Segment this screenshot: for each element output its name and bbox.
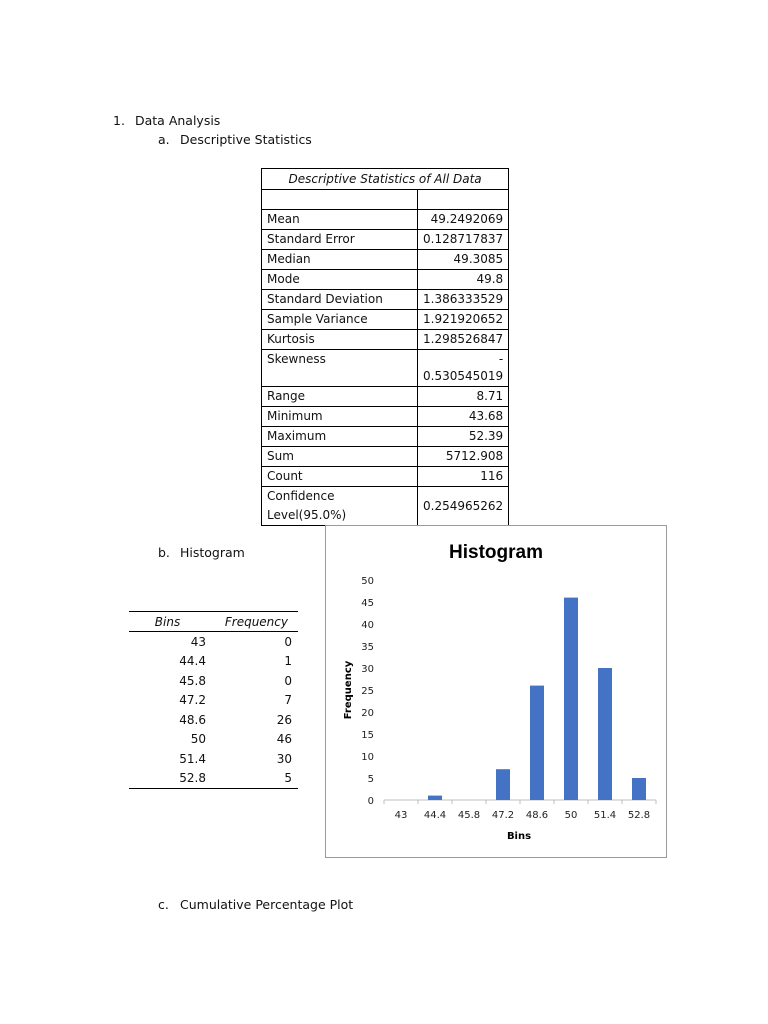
stats-label: Minimum — [262, 407, 418, 427]
stats-label: Mode — [262, 270, 418, 290]
subsection-c-letter: c. — [158, 897, 169, 912]
bins-header: Bins — [129, 612, 206, 632]
y-tick-label: 35 — [361, 642, 374, 653]
y-tick-label: 20 — [361, 708, 374, 719]
frequency-value: 7 — [284, 693, 292, 708]
subsection-a-heading — [158, 132, 312, 147]
x-tick-label: 47.2 — [491, 810, 515, 821]
frequency-value: 46 — [276, 732, 292, 747]
y-tick-label: 45 — [361, 598, 374, 609]
bin-value: 52.8 — [179, 771, 206, 786]
frequency-value: 5 — [284, 771, 292, 786]
frequency-header: Frequency — [206, 612, 298, 632]
stats-empty-row — [262, 190, 509, 210]
stats-label: Sample Variance — [262, 310, 418, 330]
bins-row — [129, 632, 298, 652]
stats-value: 49.2492069 — [418, 210, 509, 230]
stats-row — [262, 387, 509, 407]
bins-frequency-table — [129, 611, 298, 789]
subsection-c-title: Cumulative Percentage Plot — [180, 897, 354, 912]
bins-row — [129, 730, 298, 750]
stats-row — [262, 270, 509, 290]
stats-value-line: - — [498, 352, 504, 366]
bin-value: 51.4 — [179, 751, 206, 766]
bin-value: 47.2 — [179, 693, 206, 708]
bins-row — [129, 652, 298, 672]
stats-row — [262, 230, 509, 250]
y-tick-label: 10 — [361, 752, 374, 763]
stats-label: Standard Deviation — [262, 290, 418, 310]
y-tick-label: 0 — [367, 796, 374, 807]
stats-caption-row — [262, 169, 509, 190]
histogram-bar — [632, 778, 646, 800]
x-tick-label: 44.4 — [423, 810, 447, 821]
descriptive-stats-table — [261, 168, 509, 526]
bins-row — [129, 691, 298, 711]
frequency-value: 30 — [276, 751, 292, 766]
frequency-value: 26 — [276, 712, 292, 727]
x-tick-label: 50 — [564, 810, 578, 821]
y-axis-label: Frequency — [343, 660, 354, 720]
stats-value: 1.386333529 — [418, 290, 509, 310]
y-tick-label: 30 — [361, 664, 374, 675]
stats-row — [262, 210, 509, 230]
y-tick-label: 40 — [361, 620, 374, 631]
stats-label: Count — [262, 467, 418, 487]
bin-value: 48.6 — [179, 712, 206, 727]
histogram-bar — [564, 598, 578, 800]
stats-row — [262, 250, 509, 270]
x-tick-label: 51.4 — [593, 810, 617, 821]
stats-label: Median — [262, 250, 418, 270]
chart-marks — [361, 576, 656, 821]
stats-label: Standard Error — [262, 230, 418, 250]
stats-row — [262, 350, 509, 387]
stats-label: Sum — [262, 447, 418, 467]
stats-label: Kurtosis — [262, 330, 418, 350]
bins-row — [129, 749, 298, 769]
subsection-a-title: Descriptive Statistics — [180, 132, 312, 147]
stats-label: Mean — [262, 210, 418, 230]
stats-value: 5712.908 — [418, 447, 509, 467]
stats-label: Range — [262, 387, 418, 407]
bin-value: 43 — [190, 634, 206, 649]
stats-row — [262, 330, 509, 350]
stats-value: 1.298526847 — [418, 330, 509, 350]
bins-row — [129, 710, 298, 730]
stats-label: Maximum — [262, 427, 418, 447]
section-number: 1. — [113, 113, 125, 128]
subsection-b-letter: b. — [158, 545, 170, 560]
stats-row — [262, 447, 509, 467]
stats-label: Confidence Level(95.0%) — [262, 487, 418, 526]
stats-row — [262, 427, 509, 447]
histogram-svg — [326, 526, 666, 857]
stats-value: 8.71 — [418, 387, 509, 407]
y-tick-label: 15 — [361, 730, 374, 741]
subsection-b-title: Histogram — [180, 545, 245, 560]
chart-title: Histogram — [449, 542, 543, 563]
stats-value: 1.921920652 — [418, 310, 509, 330]
stats-value: 49.8 — [418, 270, 509, 290]
stats-row — [262, 407, 509, 427]
section-heading — [113, 113, 220, 128]
x-tick-label: 45.8 — [457, 810, 481, 821]
bin-value: 44.4 — [179, 654, 206, 669]
frequency-value: 0 — [284, 673, 292, 688]
stats-caption: Descriptive Statistics of All Data — [262, 169, 509, 190]
stats-row — [262, 487, 509, 526]
stats-value: 49.3085 — [418, 250, 509, 270]
stats-empty-cell — [418, 190, 509, 210]
y-tick-label: 50 — [361, 576, 374, 587]
x-axis-label: Bins — [506, 831, 532, 842]
histogram-bar — [598, 668, 612, 800]
stats-value: 52.39 — [418, 427, 509, 447]
x-tick-label: 48.6 — [525, 810, 549, 821]
subsection-c-heading — [158, 897, 353, 912]
stats-value — [418, 350, 509, 387]
frequency-value: 0 — [284, 634, 292, 649]
stats-empty-cell — [262, 190, 418, 210]
y-tick-label: 25 — [361, 686, 374, 697]
stats-value: 0.254965262 — [418, 487, 509, 526]
histogram-chart — [325, 525, 667, 858]
stats-value: 43.68 — [418, 407, 509, 427]
histogram-bar — [530, 686, 544, 800]
histogram-bar — [428, 796, 442, 800]
stats-row — [262, 310, 509, 330]
section-title: Data Analysis — [135, 113, 221, 128]
bins-row — [129, 769, 298, 789]
x-tick-label: 52.8 — [627, 810, 651, 821]
stats-value: 116 — [418, 467, 509, 487]
subsection-b-heading — [158, 545, 245, 560]
x-tick-label: 43 — [394, 810, 408, 821]
stats-value: 0.128717837 — [418, 230, 509, 250]
stats-label: Skewness — [262, 350, 418, 387]
bin-value: 45.8 — [179, 673, 206, 688]
bin-value: 50 — [190, 732, 206, 747]
bins-row — [129, 671, 298, 691]
stats-value-line: 0.530545019 — [423, 369, 504, 383]
stats-row — [262, 467, 509, 487]
frequency-value: 1 — [284, 654, 292, 669]
stats-row — [262, 290, 509, 310]
histogram-bar — [496, 769, 510, 800]
subsection-a-letter: a. — [158, 132, 170, 147]
bins-header-row — [129, 612, 298, 632]
y-tick-label: 5 — [367, 774, 374, 785]
